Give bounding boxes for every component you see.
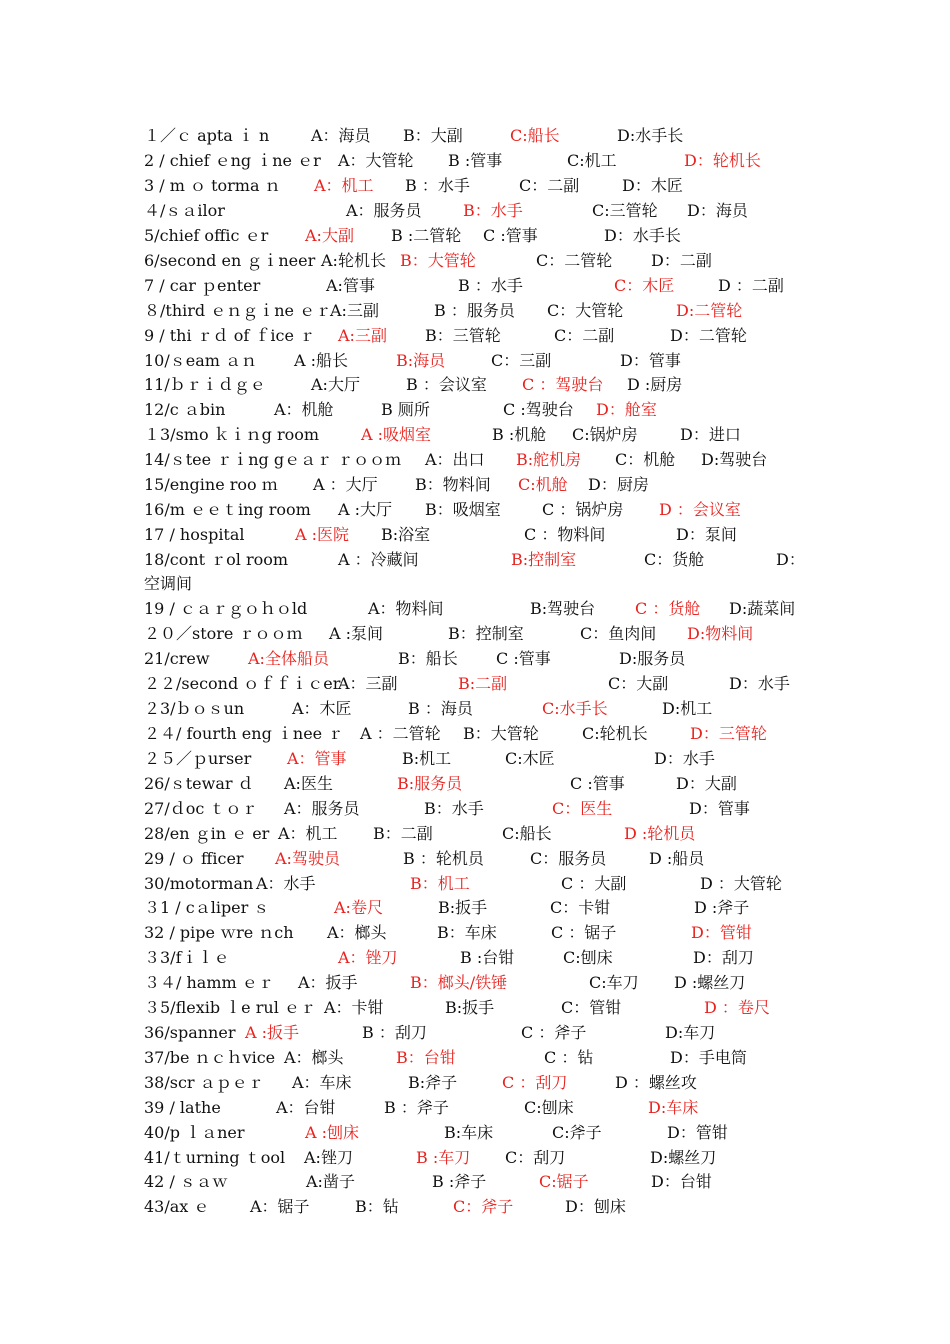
question-term: ３3/fｉｌｅ xyxy=(144,948,230,967)
question-row xyxy=(0,275,950,297)
question-row xyxy=(0,250,950,272)
option-b: B：大管轮 xyxy=(463,724,539,743)
question-term: 10/ｓeam ａｎ xyxy=(144,351,258,370)
option-a-correct: A :吸烟室 xyxy=(361,425,432,444)
option-d: D：泵间 xyxy=(676,525,737,544)
option-a: A：卡钳 xyxy=(324,998,384,1017)
question-row xyxy=(0,1072,950,1094)
question-row xyxy=(0,1047,950,1069)
option-d: D:螺丝刀 xyxy=(650,1148,717,1167)
option-a-correct: A:全体船员 xyxy=(248,649,329,668)
option-d: D：手电筒 xyxy=(670,1048,747,1067)
question-term: 27/ｄoc ｔｏｒ xyxy=(144,799,258,818)
question-row xyxy=(0,325,950,347)
question-row xyxy=(0,150,950,172)
option-a-correct: A:大副 xyxy=(305,226,354,245)
option-c: C：管钳 xyxy=(561,998,622,1017)
option-b: B:斧子 xyxy=(408,1073,458,1092)
option-d-correct: D：轮机长 xyxy=(684,151,761,170)
option-b: B :二管轮 xyxy=(391,226,462,245)
option-a-correct: A:卷尺 xyxy=(334,898,383,917)
question-term: 40/p ｌａner xyxy=(144,1123,245,1142)
option-d: D ：螺丝攻 xyxy=(615,1073,697,1092)
question-term: 28/en ｇin ｅ er xyxy=(144,824,270,843)
option-c: C ：物料间 xyxy=(524,525,606,544)
question-row xyxy=(0,175,950,197)
option-b: B：钻 xyxy=(355,1197,399,1216)
option-a: A :船长 xyxy=(294,351,349,370)
option-a: A：车床 xyxy=(292,1073,352,1092)
option-d: D： xyxy=(776,550,805,569)
option-d-correct: D :轮机员 xyxy=(624,824,696,843)
question-term: ３４/ hamm ｅｒ xyxy=(144,973,274,992)
option-b-correct: B:舵机房 xyxy=(516,450,582,469)
question-term: 42 / ｓａｗ xyxy=(144,1172,228,1191)
option-c: C：机舱 xyxy=(615,450,676,469)
option-b: B ：水手 xyxy=(405,176,470,195)
option-a-correct: A :扳手 xyxy=(245,1023,300,1042)
option-c: C：三副 xyxy=(491,351,552,370)
option-c: C ：锅炉房 xyxy=(542,500,624,519)
option-d: D:机工 xyxy=(662,699,713,718)
option-a: A：榔头 xyxy=(284,1048,344,1067)
question-row xyxy=(0,1097,950,1119)
question-term: ２０／store ｒｏｏｍ xyxy=(144,624,303,643)
option-a: A：物料间 xyxy=(368,599,444,618)
question-row xyxy=(0,1147,950,1169)
option-d: D :螺丝刀 xyxy=(674,973,746,992)
question-term: 37/be ｎｃｈvice xyxy=(144,1048,276,1067)
question-row xyxy=(0,1171,950,1193)
question-row xyxy=(0,524,950,546)
question-row xyxy=(0,723,950,745)
option-c: C:三管轮 xyxy=(592,201,658,220)
option-b: B:机工 xyxy=(402,749,452,768)
option-c-correct: C ：刮刀 xyxy=(502,1073,568,1092)
option-b: B:驾驶台 xyxy=(530,599,596,618)
option-a: A：台钳 xyxy=(276,1098,336,1117)
option-c: C:刨床 xyxy=(524,1098,574,1117)
option-c-correct: C ：货舱 xyxy=(635,599,701,618)
option-c: C：货舱 xyxy=(644,550,705,569)
question-term: ２４/ fourth eng ｉnee ｒ xyxy=(144,724,344,743)
question-term: 30/motorman xyxy=(144,874,254,893)
option-a: A：榔头 xyxy=(327,923,387,942)
option-d: D:水手长 xyxy=(617,126,684,145)
option-b: B ：刮刀 xyxy=(362,1023,427,1042)
question-row xyxy=(0,374,950,396)
option-c: C:木匠 xyxy=(505,749,555,768)
option-c: C：卡钳 xyxy=(550,898,611,917)
option-a: A:轮机长 xyxy=(321,251,386,270)
option-b: B：控制室 xyxy=(448,624,524,643)
question-row xyxy=(0,598,950,620)
option-c: C：刮刀 xyxy=(505,1148,566,1167)
question-term: 32 / pipe ｗre ｎch xyxy=(144,923,294,942)
option-d-correct: D ：卷尺 xyxy=(704,998,770,1017)
option-b: B:浴室 xyxy=(381,525,431,544)
option-b-correct: B:二副 xyxy=(458,674,508,693)
option-a-correct: A:驾驶员 xyxy=(275,849,340,868)
option-b-correct: B:服务员 xyxy=(397,774,463,793)
option-a-correct: A：机工 xyxy=(314,176,374,195)
option-d: D :斧子 xyxy=(694,898,750,917)
option-d: D：管事 xyxy=(620,351,681,370)
option-c: C：二副 xyxy=(519,176,580,195)
option-b: B ：水手 xyxy=(458,276,523,295)
option-d: D：海员 xyxy=(687,201,748,220)
question-term: 43/ax ｅ xyxy=(144,1197,210,1216)
option-b: B:扳手 xyxy=(438,898,488,917)
option-b: B :管事 xyxy=(448,151,503,170)
question-term: 12/c ａbin xyxy=(144,400,226,419)
option-d-correct: D:二管轮 xyxy=(676,301,743,320)
option-a: A:大厅 xyxy=(311,375,360,394)
question-row xyxy=(0,922,950,944)
option-c: C :管事 xyxy=(570,774,625,793)
question-row xyxy=(0,300,950,322)
question-row xyxy=(0,350,950,372)
option-c: C：二副 xyxy=(554,326,615,345)
option-c: C：大管轮 xyxy=(547,301,624,320)
question-term: 26/ｓtewar ｄ xyxy=(144,774,254,793)
option-d: D :船员 xyxy=(649,849,705,868)
option-c: C：服务员 xyxy=(530,849,607,868)
question-term: 6/second en ｇｉneer xyxy=(144,251,316,270)
option-d: D：二管轮 xyxy=(670,326,747,345)
question-row xyxy=(0,748,950,770)
option-b: B ：服务员 xyxy=(434,301,515,320)
option-d: D：水手 xyxy=(729,674,790,693)
option-b: B :斧子 xyxy=(432,1172,487,1191)
question-term: 5/chief offic ｅr xyxy=(144,226,269,245)
option-a-correct: A：管事 xyxy=(287,749,347,768)
option-d-correct: D:物料间 xyxy=(687,624,754,643)
question-row xyxy=(0,798,950,820)
option-b: B：大副 xyxy=(403,126,463,145)
question-term: ２５／ｐurser xyxy=(144,749,252,768)
option-b-correct: B：台钳 xyxy=(396,1048,456,1067)
option-c-correct: C:机舱 xyxy=(518,475,568,494)
option-d-correct: D ：会议室 xyxy=(659,500,741,519)
option-d: D :厨房 xyxy=(627,375,683,394)
question-term: 17 / hospital xyxy=(144,525,245,544)
option-c: C ：锯子 xyxy=(551,923,617,942)
option-a-correct: A :刨床 xyxy=(305,1123,360,1142)
option-d: D:服务员 xyxy=(619,649,686,668)
question-row xyxy=(0,897,950,919)
option-b: B：二副 xyxy=(373,824,433,843)
option-a-correct: A：锉刀 xyxy=(338,948,398,967)
option-b-correct: B：水手 xyxy=(463,201,523,220)
option-b-correct: B:控制室 xyxy=(511,550,577,569)
option-c: C :驾驶台 xyxy=(503,400,574,419)
option-a: A：海员 xyxy=(311,126,371,145)
option-c: C：鱼肉间 xyxy=(580,624,657,643)
option-d: D：水手 xyxy=(654,749,715,768)
question-row xyxy=(0,972,950,994)
option-c-correct: C：斧子 xyxy=(453,1197,514,1216)
option-d: D：管钳 xyxy=(667,1123,728,1142)
question-term: 18/cont ｒol room xyxy=(144,550,289,569)
option-a: A：锯子 xyxy=(250,1197,310,1216)
option-d: D：二副 xyxy=(651,251,712,270)
question-term: ３1 / cａliper ｓ xyxy=(144,898,270,917)
option-c: C ：斧子 xyxy=(521,1023,587,1042)
option-c: C:船长 xyxy=(502,824,552,843)
option-c: C:锅炉房 xyxy=(572,425,638,444)
question-term: ２２/second ｏｆｆｉｃer xyxy=(144,674,341,693)
question-term: １3/smo ｋｉｎg room xyxy=(144,425,320,444)
option-d: D ：二副 xyxy=(718,276,784,295)
option-a: A：机工 xyxy=(278,824,338,843)
option-a: A:医生 xyxy=(284,774,333,793)
option-b: B :机舱 xyxy=(492,425,547,444)
option-d: D：大副 xyxy=(676,774,737,793)
question-row xyxy=(0,673,950,695)
option-d: D：台钳 xyxy=(651,1172,712,1191)
option-d: D：进口 xyxy=(680,425,741,444)
option-b: B ：轮机员 xyxy=(403,849,484,868)
question-row xyxy=(0,225,950,247)
option-d: D:车刀 xyxy=(665,1023,716,1042)
question-term: 19 / ｃａｒｇｏｈｏld xyxy=(144,599,308,618)
option-b: B：物料间 xyxy=(415,475,491,494)
option-c-correct: C：医生 xyxy=(552,799,613,818)
question-term: 29 / ｏ fficer xyxy=(144,849,244,868)
question-term: 21/crew xyxy=(144,649,210,668)
option-b-correct: B：机工 xyxy=(410,874,470,893)
option-a-correct: A :医院 xyxy=(295,525,350,544)
question-row xyxy=(0,848,950,870)
option-a: A :大厅 xyxy=(338,500,393,519)
option-c: C:轮机长 xyxy=(582,724,648,743)
option-a: A :泵间 xyxy=(329,624,384,643)
option-c: C：二管轮 xyxy=(536,251,613,270)
option-c: C ：大副 xyxy=(561,874,627,893)
option-b: B 厕所 xyxy=(381,400,430,419)
option-b: B：车床 xyxy=(437,923,497,942)
option-d-correct: D：三管轮 xyxy=(690,724,767,743)
option-a: A:三副 xyxy=(330,301,379,320)
question-row xyxy=(0,549,950,571)
question-row xyxy=(0,947,950,969)
option-b: B ：会议室 xyxy=(406,375,487,394)
option-b-correct: B:海员 xyxy=(396,351,446,370)
option-d: D ：大管轮 xyxy=(700,874,782,893)
question-term: 3 / m ｏ torma ｎ xyxy=(144,176,281,195)
option-a: A：三副 xyxy=(338,674,398,693)
option-c: C：大副 xyxy=(608,674,669,693)
option-b: B ：海员 xyxy=(408,699,473,718)
option-d: D:蔬菜间 xyxy=(729,599,796,618)
question-row xyxy=(0,648,950,670)
question-row xyxy=(0,125,950,147)
question-term: 36/spanner xyxy=(144,1023,236,1042)
option-b: B：船长 xyxy=(398,649,458,668)
option-c: C ：钻 xyxy=(544,1048,594,1067)
question-term: ３5/flexib ｌe rul ｅｒ xyxy=(144,998,316,1017)
option-c-correct: C:船长 xyxy=(510,126,560,145)
option-d: D：水手长 xyxy=(604,226,681,245)
option-c: C:斧子 xyxy=(552,1123,602,1142)
option-a: A ：冷藏间 xyxy=(338,550,419,569)
option-a: A：扳手 xyxy=(298,973,358,992)
question-term: 16/m ｅｅｔing room xyxy=(144,500,311,519)
option-c-correct: C:水手长 xyxy=(542,699,608,718)
option-b: B:扳手 xyxy=(445,998,495,1017)
option-b: B：水手 xyxy=(424,799,484,818)
option-b: B：吸烟室 xyxy=(425,500,501,519)
option-c: C:车刀 xyxy=(589,973,639,992)
question-row xyxy=(0,424,950,446)
question-term: ２3/ｂｏｓun xyxy=(144,699,245,718)
question-term: 14/ｓtee ｒｉng gｅａｒ ｒｏｏｍ xyxy=(144,450,402,469)
question-term: ８/third ｅｎｇｉne ｅｒ xyxy=(144,301,332,320)
option-d: D:驾驶台 xyxy=(701,450,768,469)
option-d: D：管事 xyxy=(689,799,750,818)
option-a: A：机舱 xyxy=(274,400,334,419)
question-row xyxy=(0,499,950,521)
option-a: A：水手 xyxy=(256,874,316,893)
option-d: D：刨床 xyxy=(565,1197,626,1216)
question-term: 9 / thi ｒｄ of ｆice ｒ xyxy=(144,326,316,345)
question-row xyxy=(0,997,950,1019)
option-a: A：出口 xyxy=(425,450,485,469)
question-row xyxy=(0,823,950,845)
option-a: A:管事 xyxy=(326,276,375,295)
option-c: C:刨床 xyxy=(563,948,613,967)
option-a: A：大管轮 xyxy=(338,151,414,170)
option-b-correct: B：榔头/铁锤 xyxy=(410,973,508,992)
option-d: D：厨房 xyxy=(588,475,649,494)
option-d: D：刮刀 xyxy=(693,948,754,967)
option-b: B ：斧子 xyxy=(384,1098,449,1117)
option-a-correct: A:三副 xyxy=(338,326,387,345)
question-term: 15/engine roo ｍ xyxy=(144,475,278,494)
question-term: 39 / lathe xyxy=(144,1098,221,1117)
question-term: 41/ｔurning ｔool xyxy=(144,1148,286,1167)
question-term: 2 / chief ｅng ｉne ｅr xyxy=(144,151,321,170)
question-row xyxy=(0,1196,950,1218)
question-row xyxy=(0,873,950,895)
question-row xyxy=(0,399,950,421)
option-c-correct: C：木匠 xyxy=(614,276,675,295)
question-term: 38/scr ａｐｅｒ xyxy=(144,1073,264,1092)
question-row xyxy=(0,1022,950,1044)
question-row xyxy=(0,1122,950,1144)
question-term: 7 / car ｐenter xyxy=(144,276,261,295)
question-row xyxy=(0,200,950,222)
option-a: A:凿子 xyxy=(306,1172,355,1191)
option-d: D：木匠 xyxy=(622,176,683,195)
question-row xyxy=(0,449,950,471)
question-row xyxy=(0,698,950,720)
option-b-correct: B :车刀 xyxy=(416,1148,471,1167)
option-a: A：服务员 xyxy=(284,799,360,818)
option-c-correct: C:锯子 xyxy=(539,1172,589,1191)
option-a: A:锉刀 xyxy=(304,1148,353,1167)
option-d-correct: D:车床 xyxy=(648,1098,699,1117)
question-row xyxy=(0,773,950,795)
question-term: １／ｃ apta ｉ n xyxy=(144,126,270,145)
question-row xyxy=(0,474,950,496)
question-row xyxy=(0,623,950,645)
option-c: C:机工 xyxy=(567,151,617,170)
option-b: B :台钳 xyxy=(460,948,515,967)
option-c: C :管事 xyxy=(496,649,551,668)
option-b-correct: B：大管轮 xyxy=(400,251,476,270)
question-term: ４/ｓａilor xyxy=(144,201,225,220)
option-c-correct: C ：驾驶台 xyxy=(522,375,604,394)
question-term: 11/ｂｒｉｄｇｅ xyxy=(144,375,266,394)
option-a: A：木匠 xyxy=(292,699,352,718)
option-a: A ：二管轮 xyxy=(360,724,441,743)
option-a: A ：大厅 xyxy=(313,475,378,494)
option-d-correct: D：舱室 xyxy=(596,400,657,419)
option-c: C :管事 xyxy=(483,226,538,245)
option-d-continuation: 空调间 xyxy=(144,574,193,593)
option-b: B：三管轮 xyxy=(425,326,501,345)
option-d-correct: D：管钳 xyxy=(691,923,752,942)
option-a: A：服务员 xyxy=(346,201,422,220)
option-b: B:车床 xyxy=(444,1123,494,1142)
